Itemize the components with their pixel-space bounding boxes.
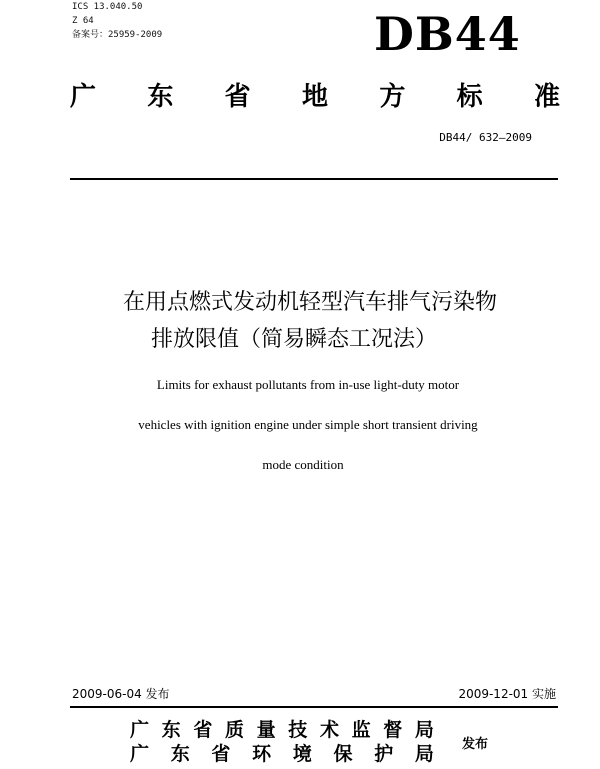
issuer-environment-bureau: [130, 742, 434, 766]
issuer-char: 质: [224, 719, 244, 741]
issuer-char: 技: [288, 719, 308, 741]
db44-logo: DB44: [374, 7, 521, 61]
standard-type-char: 广: [70, 82, 97, 112]
implementation-date: 2009-12-01 实施: [458, 687, 556, 701]
title-zh-line2: 排放限值（简易瞬态工况法）: [150, 327, 437, 352]
standard-type-char: 东: [147, 82, 174, 112]
standard-type-char: 标: [456, 82, 483, 112]
issue-date: 2009-06-04 发布: [72, 687, 170, 701]
standard-type-title: [70, 80, 560, 114]
top-divider: [70, 178, 558, 180]
issuer-char: 广: [130, 743, 150, 765]
issuer-char: 境: [292, 743, 312, 765]
issuer-char: 量: [256, 719, 276, 741]
issuer-quality-bureau: [130, 718, 434, 742]
title-en-line1: Limits for exhaust pollutants from in-use light-duty motor: [156, 377, 460, 392]
issuer-char: 督: [383, 719, 403, 741]
classification-code: Z 64: [72, 16, 94, 26]
standard-type-char: 方: [379, 82, 406, 112]
issuer-char: 广: [130, 719, 150, 741]
issuer-char: 东: [161, 719, 181, 741]
bottom-divider: [70, 706, 558, 708]
standard-type-char: 地: [301, 82, 328, 112]
title-en-line2: vehicles with ignition engine under simple short transient driving: [138, 417, 478, 432]
publish-label: 发布: [462, 737, 489, 752]
issuer-char: 术: [319, 719, 339, 741]
title-zh-line1: 在用点燃式发动机轻型汽车排气污染物: [122, 290, 497, 315]
issuer-char: 省: [211, 743, 231, 765]
issuer-char: 局: [414, 743, 434, 765]
ics-code: ICS 13.040.50: [72, 2, 143, 12]
issuer-char: 东: [170, 743, 190, 765]
filing-number: 备案号：25959-2009: [72, 30, 163, 40]
issuer-char: 省: [193, 719, 213, 741]
title-en-line3: mode condition: [262, 457, 344, 472]
standard-number: DB44/ 632—2009: [439, 131, 532, 144]
issuer-char: 局: [414, 719, 434, 741]
issuer-char: 保: [333, 743, 353, 765]
issuer-char: 护: [374, 743, 394, 765]
issuer-char: 监: [351, 719, 371, 741]
standard-type-char: 准: [533, 82, 560, 112]
issuer-char: 环: [252, 743, 272, 765]
standard-type-char: 省: [224, 82, 251, 112]
